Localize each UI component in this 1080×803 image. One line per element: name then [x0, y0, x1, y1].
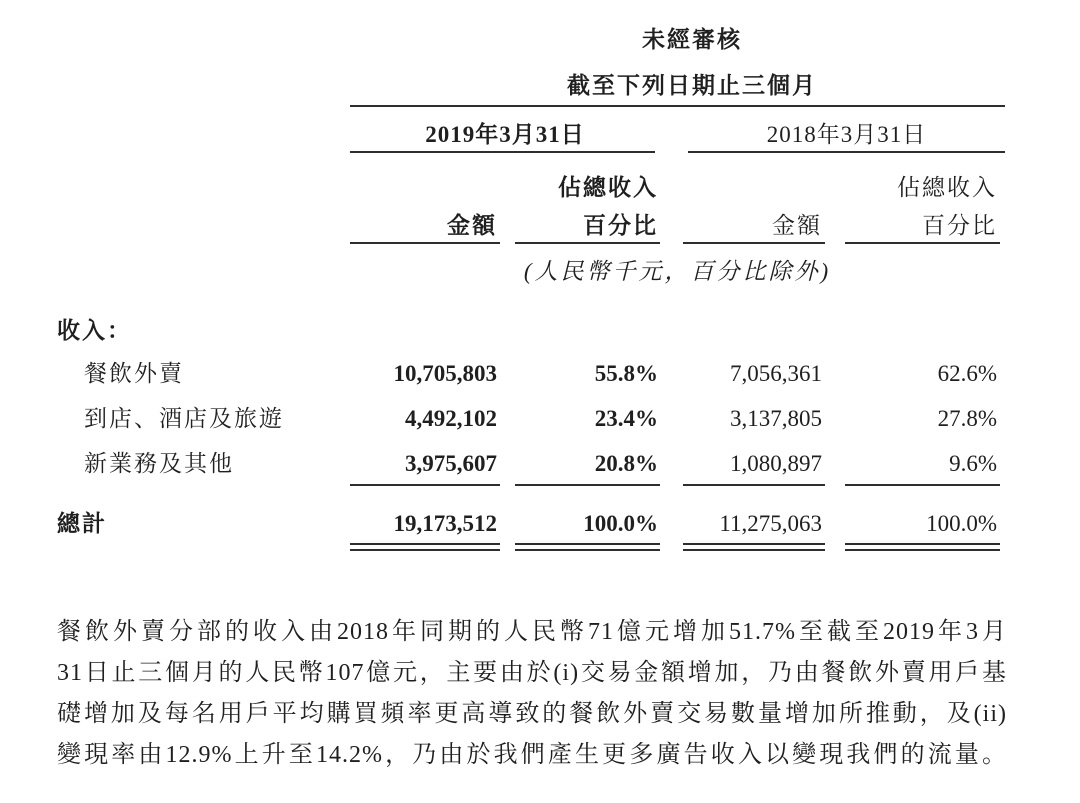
cell-amount-2019: 10,705,803 — [393, 361, 497, 386]
pre-total-rule-4 — [845, 484, 1000, 486]
cell-pct-2019: 55.8% — [594, 361, 658, 386]
cell-amount-2019: 4,492,102 — [405, 406, 497, 431]
subheader-percentage-2018: 百分比 — [922, 213, 997, 238]
cell-pct-2019: 23.4% — [594, 406, 658, 431]
total-amount-2018: 11,275,063 — [719, 511, 822, 536]
cell-amount-2018: 1,080,897 — [730, 451, 822, 476]
column-header-2019: 2019年3月31日 — [425, 122, 585, 147]
period-header: 截至下列日期止三個月 — [567, 73, 817, 98]
total-label: 總計 — [57, 511, 107, 536]
subheader-rule-1 — [350, 242, 500, 244]
pre-total-rule-1 — [350, 484, 500, 486]
subheader-rule-3 — [683, 242, 825, 244]
section-label-revenue: 收入： — [57, 318, 132, 343]
row-label-food-delivery: 餐飲外賣 — [84, 361, 184, 386]
row-label-new-initiatives: 新業務及其他 — [84, 451, 234, 476]
cell-pct-2018: 62.6% — [937, 361, 997, 386]
subheader-pct-of-revenue-2019: 佔總收入 — [558, 175, 658, 200]
paragraph-line: 礎增加及每名用戶平均購買頻率更高導致的餐飲外賣交易數量增加所推動，及(ii) — [57, 701, 1007, 727]
paragraph-line: 餐飲外賣分部的收入由2018年同期的人民幣71億元增加51.7%至截至2019年3月 — [57, 619, 1007, 645]
cell-amount-2019: 3,975,607 — [405, 451, 497, 476]
pre-total-rule-3 — [683, 484, 825, 486]
cell-pct-2018: 27.8% — [937, 406, 997, 431]
subheader-percentage-2019: 百分比 — [583, 213, 658, 238]
group-rule-2019 — [350, 151, 655, 153]
total-double-rule-3 — [683, 543, 825, 551]
cell-amount-2018: 3,137,805 — [730, 406, 822, 431]
column-header-2018: 2018年3月31日 — [766, 122, 927, 147]
cell-pct-2019: 20.8% — [594, 451, 658, 476]
subheader-rule-4 — [845, 242, 1000, 244]
total-double-rule-1 — [350, 543, 500, 551]
cell-amount-2018: 7,056,361 — [730, 361, 822, 386]
total-double-rule-2 — [515, 543, 660, 551]
paragraph-line: 31日止三個月的人民幣107億元，主要由於(i)交易金額增加，乃由餐飲外賣用戶基 — [57, 660, 1007, 686]
subheader-rule-2 — [515, 242, 660, 244]
total-double-rule-4 — [845, 543, 1000, 551]
row-label-instore-hotel-travel: 到店、酒店及旅遊 — [84, 406, 284, 431]
unit-note: (人民幣千元，百分比除外) — [523, 259, 832, 284]
table-top-rule — [350, 105, 1005, 107]
unaudited-header: 未經審核 — [642, 27, 742, 52]
paragraph-line: 變現率由12.9%上升至14.2%，乃由於我們產生更多廣告收入以變現我們的流量。 — [57, 742, 1007, 768]
total-amount-2019: 19,173,512 — [393, 511, 497, 536]
pre-total-rule-2 — [515, 484, 660, 486]
group-rule-2018 — [688, 151, 1005, 153]
subheader-amount-2018: 金額 — [772, 213, 822, 238]
cell-pct-2018: 9.6% — [949, 451, 997, 476]
total-pct-2019: 100.0% — [583, 511, 658, 536]
subheader-amount-2019: 金額 — [447, 213, 497, 238]
subheader-pct-of-revenue-2018: 佔總收入 — [897, 175, 997, 200]
total-pct-2018: 100.0% — [926, 511, 997, 536]
